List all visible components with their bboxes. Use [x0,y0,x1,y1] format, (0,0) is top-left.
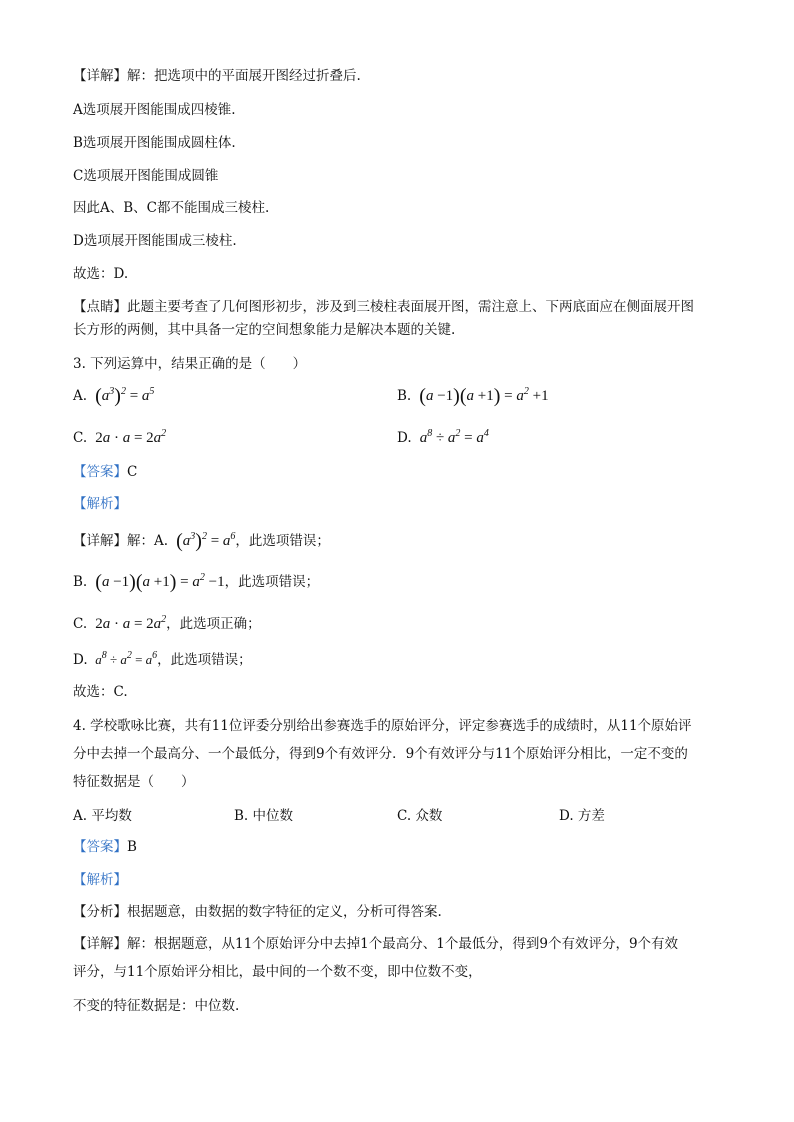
q4-detail-line-2: 评分，与11个原始评分相比，最中间的一个数不变，即中位数不变， [73,964,482,980]
question-3-stem: 3. 下列运算中，结果正确的是（ ） [73,356,307,372]
q3-solution-d-formula: $a^8 \div a^2 = a^6$ [91,650,158,667]
q3-solution-d-suffix: ，此选项错误； [157,652,252,668]
comment-line-2: 长方形的两侧，其中具备一定的空间想象能力是解决本题的关键. [73,322,456,338]
q3-solution-d-label: D. [73,652,88,668]
q3-conclusion: 故选：C. [73,684,128,700]
q4-analysis-tag: 【解析】 [73,872,127,888]
q4-option-b: B. 中位数 [234,808,294,824]
q3-solution-b-suffix: ，此选项错误； [224,574,320,590]
q3-solution-a-formula: $(a^3)^2 = a^6$ [176,530,236,552]
q4-option-a: A. 平均数 [73,808,132,824]
q3-option-c-formula: $2a \cdot a = 2a^2$ [95,428,167,446]
q3-solution-c-formula: $2a \cdot a = 2a^2$ [95,614,167,632]
q3-option-d [397,428,489,448]
option-b-explanation: B选项展开图能围成圆柱体. [73,135,236,151]
q4-detail-line-3: 不变的特征数据是：中位数. [73,998,240,1014]
q3-option-a-formula: $(a^3)^2 = a^5$ [95,385,155,407]
q3-option-b-label: B. [397,388,412,404]
option-c-explanation: C选项展开图能围成圆锥 [73,168,219,184]
q4-detail-line-1: 【详解】解：根据题意，从11个原始评分中去掉1个最高分、1个最低分，得到9个有效评分，9个有效 [73,936,679,952]
comment-line-1: 【点睛】此题主要考查了几何图形初步，涉及到三棱柱表面展开图，需注意上、下两底面应在侧面展开图 [73,299,694,315]
q3-solution-b [73,572,319,592]
q3-option-a-label: A. [73,388,88,404]
question-4-stem-2: 分中去掉一个最高分、一个最低分，得到9个有效评分．9个有效评分与11个原始评分相比，一定不变的 [73,746,688,762]
answer-choice-line: 故选：D. [73,266,129,282]
option-d-explanation: D选项展开图能围成三棱柱. [73,233,237,249]
q3-answer-tag: 【答案】 [73,464,127,480]
q3-option-c-label: C. [73,430,88,446]
q3-solution-a-suffix: ，此选项错误； [235,533,330,549]
q3-solution-b-label: B. [73,574,88,590]
q3-option-a [73,386,154,406]
q3-option-d-label: D. [397,430,412,446]
q4-option-d: D. 方差 [559,808,605,824]
q3-answer-value: C [127,464,138,480]
q3-option-c [73,428,166,448]
q3-analysis-tag: 【解析】 [73,496,127,512]
q3-option-d-formula: $a^8 \div a^2 = a^4$ [415,428,489,446]
q3-option-b-formula: $(a -1)(a +1) = a^2 +1$ [419,385,549,407]
q4-answer-line [73,837,137,857]
option-a-explanation: A选项展开图能围成四棱锥. [73,102,236,118]
q3-solution-d [73,650,252,670]
q4-option-c: C. 众数 [397,808,443,824]
question-4-stem-3: 特征数据是（ ） [73,774,195,790]
q3-option-b [397,386,549,406]
q3-answer-line [73,462,137,482]
q3-solution-b-formula: $(a -1)(a +1) = a^2 -1$ [95,571,225,593]
conclusion-line: 因此A、B、C都不能围成三棱柱. [73,200,270,216]
q3-solution-a [73,531,330,551]
q4-answer-value: B [127,839,137,855]
q3-detail-prefix: 【详解】解：A. [73,533,169,549]
q4-answer-tag: 【答案】 [73,839,127,855]
q3-solution-c-suffix: ，此选项正确； [166,616,261,632]
q3-solution-c [73,614,261,634]
q3-solution-c-label: C. [73,616,88,632]
q4-analysis-line: 【分析】根据题意，由数据的数字特征的定义，分析可得答案. [73,904,442,920]
question-4-stem-1: 4. 学校歌咏比赛，共有11位评委分别给出参赛选手的原始评分，评定参赛选手的成绩时，从11个原始评 [73,718,692,734]
detail-line: 【详解】解：把选项中的平面展开图经过折叠后. [73,68,361,84]
